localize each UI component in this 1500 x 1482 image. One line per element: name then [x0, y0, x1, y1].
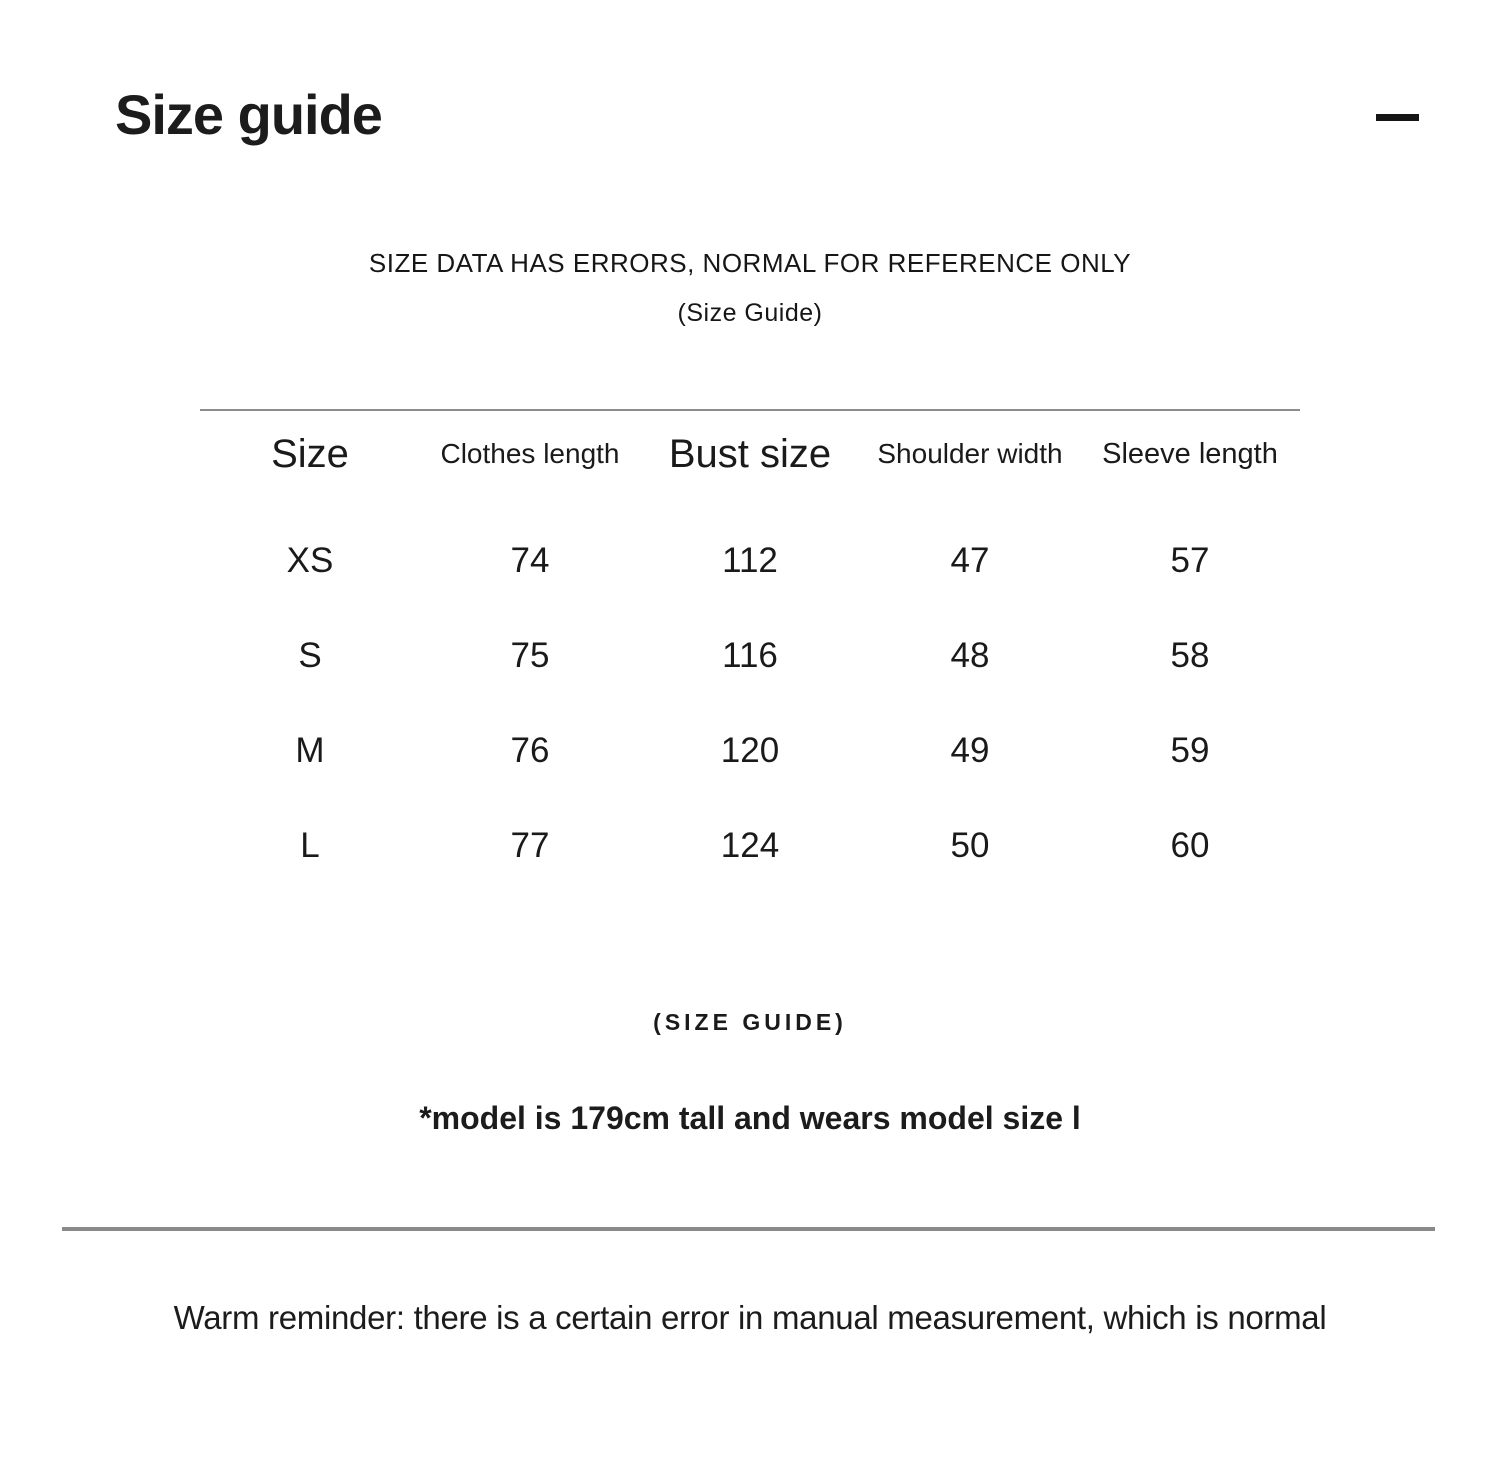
page-title: Size guide — [115, 83, 382, 146]
table-cell: 58 — [1170, 635, 1210, 675]
table-cell: 77 — [510, 825, 550, 865]
table-row-xs — [200, 513, 1300, 608]
size-notice — [0, 245, 1500, 331]
table-cell: 59 — [1170, 730, 1210, 770]
table-cell: 49 — [950, 730, 990, 770]
size-table-body — [200, 513, 1300, 893]
table-cell: 112 — [722, 540, 778, 580]
table-cell: 48 — [950, 635, 990, 675]
table-row-s — [200, 608, 1300, 703]
table-cell: 74 — [510, 540, 550, 580]
table-cell: 75 — [510, 635, 550, 675]
notice-line-1: SIZE DATA HAS ERRORS, NORMAL FOR REFERENCE ONLY — [368, 248, 1132, 278]
size-label: M — [295, 730, 325, 770]
table-cell: 47 — [950, 540, 990, 580]
table-cell: 76 — [510, 730, 550, 770]
table-row-l — [200, 798, 1300, 893]
size-guide-caption: (SIZE GUIDE) — [653, 1009, 847, 1035]
table-cell: 120 — [720, 730, 780, 770]
column-header-bust-size: Bust size — [668, 431, 832, 476]
model-note: *model is 179cm tall and wears model size l — [419, 1100, 1081, 1136]
size-table — [200, 409, 1300, 893]
table-cell: 124 — [720, 825, 780, 865]
column-header-sleeve-length: Sleeve length — [1102, 437, 1278, 470]
size-label: L — [300, 825, 320, 865]
table-cell: 116 — [722, 635, 778, 675]
column-header-size: Size — [271, 431, 349, 476]
column-header-shoulder-width: Shoulder width — [877, 438, 1063, 469]
column-header-clothes-length: Clothes length — [440, 438, 620, 469]
table-cell: 50 — [950, 825, 990, 865]
size-label: S — [298, 635, 322, 675]
size-label: XS — [286, 540, 334, 580]
warm-reminder: Warm reminder: there is a certain error in manual measurement, which is normal — [173, 1299, 1327, 1336]
table-cell: 60 — [1170, 825, 1210, 865]
table-cell: 57 — [1170, 540, 1210, 580]
collapse-minus-icon[interactable] — [1376, 114, 1419, 121]
size-table-header — [200, 411, 1300, 497]
notice-line-2: (Size Guide) — [677, 299, 823, 327]
section-divider — [62, 1227, 1435, 1231]
table-row-m — [200, 703, 1300, 798]
